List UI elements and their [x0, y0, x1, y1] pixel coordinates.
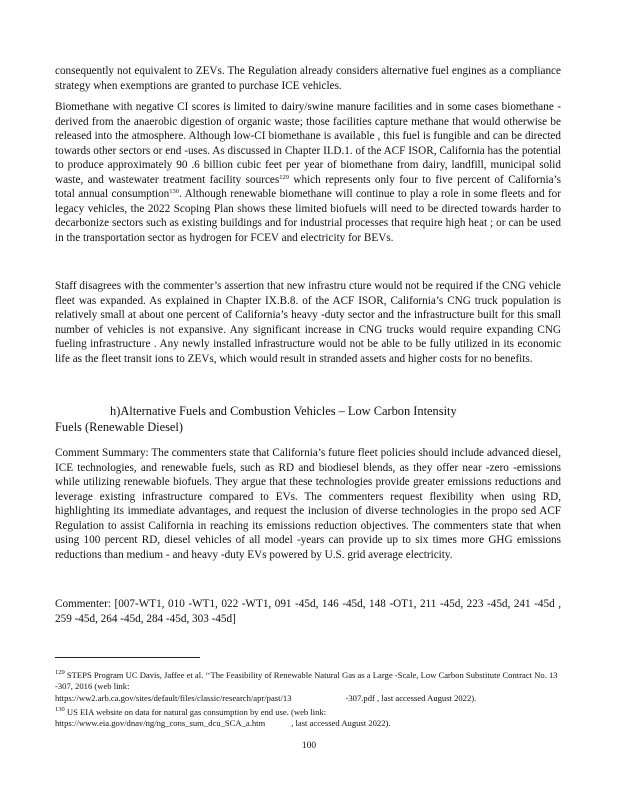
heading-line: h)Alternative Fuels and Combustion Vehicles – Low Carbon Intensity	[110, 404, 457, 418]
footnote-130	[55, 707, 561, 730]
footnote-link[interactable]: https://www.eia.gov/dnav/ng/ng_cons_sum_dcu_SCA_a.htm	[55, 718, 266, 729]
section-heading	[55, 403, 561, 435]
footnote-link[interactable]: https://ww2.arb.ca.gov/sites/default/files/classic/research/apr/past/13	[55, 692, 292, 703]
footnote-divider	[55, 657, 200, 658]
commenter-text: Commenter: [007-WT1, 010 -WT1, 022 -WT1, 091 -45d, 146 -45d, 148 -OT1, 211 -45d, 223 -45d, 241 -45d , 259 -45d, 264 -45d, 284 -45d, 303 -45d]	[55, 598, 561, 625]
footnote-text: US EIA website on data for natural gas consumption by end use. (web link:	[64, 707, 327, 717]
staff-response-paragraph	[55, 279, 561, 366]
paragraph-text	[55, 100, 561, 245]
footnote-number: 130	[55, 706, 65, 713]
footnote-link-tail: , last accessed August 2022).	[291, 718, 391, 729]
heading-line: Fuels (Renewable Diesel)	[55, 420, 183, 434]
page-number: 100	[301, 741, 317, 751]
commenter-list	[55, 597, 561, 626]
paragraph-text: Comment Summary: The commenters state that California’s future fleet policies should include advanced diesel, ICE technologies, and renewable fuels, such as RD and biodiesel blends, as they offer near -zero -emissions while utilizing renewable biofuels. They argue that these technologies provide greater emissions reductions and leverage existing infrastructure compared to EVs. The commenters request flexibility when using RD, highlighting its immediate advantages, and request the inclusion of diverse technologies in the propo sed ACF Regulation to assist California in reaching its emissions reduction objectives. The commenters state that when using 100 percent RD, diesel vehicles of all model -years can provide up to six times more GHG emissions reductions than medium - and heavy -duty EVs powered by U.S. grid average electricity.	[55, 447, 561, 561]
footnote-ref-130[interactable]: 130	[169, 188, 180, 195]
paragraph-text: consequently not equivalent to ZEVs. The Regulation already considers alternative fuel engines as a compliance strategy when exemptions are granted to purchase ICE vehicles.	[55, 65, 561, 92]
footnote-129	[55, 670, 561, 704]
footnote-text: STEPS Program UC Davis, Jaffee et al. ‘‘The Feasibility of Renewable Natural Gas as a Large -Scale, Low Carbon Substitute Contract No. 13 -307, 2016 (web link:	[55, 670, 558, 692]
text-segment: which represents only four to five percent of California’s total annual consumption	[55, 173, 562, 200]
biomethane-paragraph	[55, 100, 561, 245]
paragraph-text: Staff disagrees with the commenter’s assertion that new infrastru cture would not be required if the CNG vehicle fleet was expanded. As explained in Chapter IX.B.8. of the ACF ISOR, California’s CNG truck population is relatively small at about one percent of California’s heavy -duty sector and the infrastructure built for this small number of vehicles is not expansive. Any significant increase in CNG trucks would require expanding CNG fueling infrastructure . Any newly installed infrastructure would not be able to be fully utilized in its economic life as the fleet transit ions to ZEVs, which would result in stranded assets and higher costs for no benefits.	[55, 280, 561, 365]
footnote-number: 129	[55, 669, 65, 676]
text-segment: . Although renewable biomethane will continue to play a role in some fleets and for legacy vehicles, the 2022 Scoping Plan shows these limited biofuels will need to be directed towards harder to decarbonize sectors such as existing buildings and for industrial processes that require high heat ; or can be used in the transportation sector as hydrogen for FCEV and electricity for BEVs.	[55, 188, 561, 244]
intro-paragraph	[55, 64, 561, 93]
footnote-link-tail: -307.pdf , last accessed August 2022).	[345, 692, 477, 703]
text-segment: Biomethane with negative CI scores is limited to dairy/swine manure facilities and in some cases biomethane -derived from the anaerobic digestion of organic waste; those facilities capture methane that would otherwise be released into the atmosphere. Although low-CI biomethane is available , this fuel is fungible and can be directed towards other sectors or end -uses. As discussed in Chapter II.D.1. of the ACF ISOR, California has the potential to produce approximately 90 .6 billion cubic feet per year of biomethane from dairy, landfill, municipal solid waste, and wastewater treatment facility sources	[55, 101, 561, 186]
comment-summary-paragraph	[55, 446, 561, 562]
footnote-ref-129[interactable]: 129	[279, 173, 289, 181]
